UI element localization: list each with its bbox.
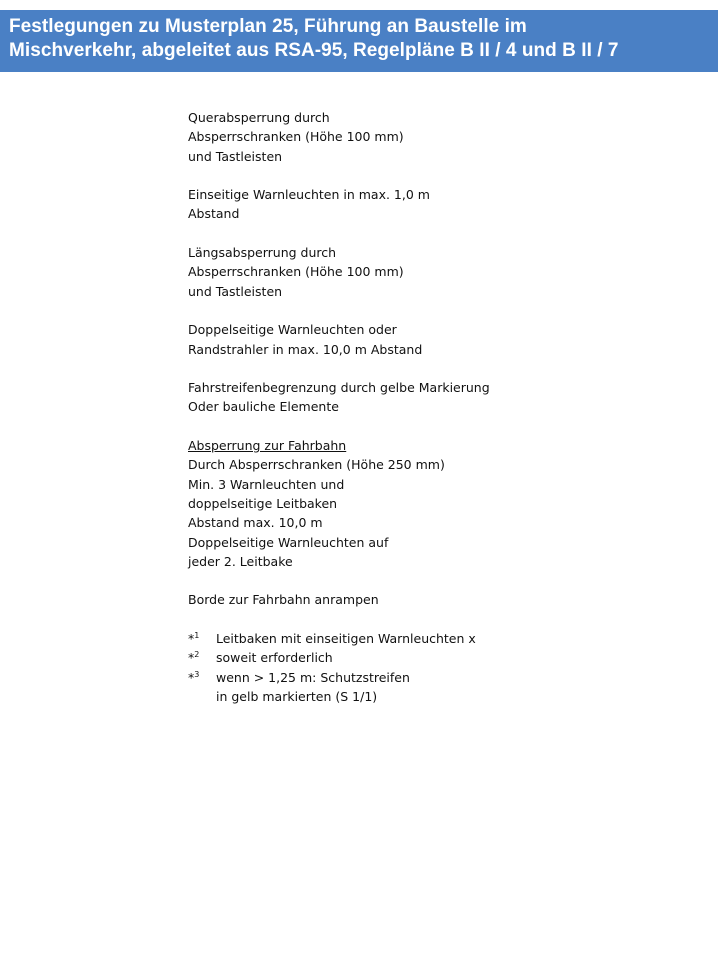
footnote-3 xyxy=(188,668,688,687)
legend-line: Doppelseitige Warnleuchten oder xyxy=(188,322,397,338)
footnote-3-continuation: in gelb markierten (S 1/1) xyxy=(216,688,378,704)
footnote-text: Leitbaken mit einseitigen Warnleuchten x xyxy=(216,631,476,647)
legend-block-double-warning-lights xyxy=(188,320,688,359)
legend-line: Abstand xyxy=(188,206,240,222)
legend-line: Fahrstreifenbegrenzung durch gelbe Markierung xyxy=(188,380,490,396)
legend-line: Durch Absperrschranken (Höhe 250 mm) xyxy=(188,457,445,473)
footnote-marker: *$^1$ xyxy=(188,631,200,647)
legend-block-roadway-barrier xyxy=(188,436,688,571)
legend-text xyxy=(188,108,688,706)
footnote-text: soweit erforderlich xyxy=(216,650,333,666)
legend-block-single-warning-lights xyxy=(188,185,688,224)
legend-line: jeder 2. Leitbake xyxy=(188,553,293,569)
legend-block-lane-marking xyxy=(188,378,688,417)
legend-block-curb-ramp xyxy=(188,590,688,609)
legend-line: Doppelseitige Warnleuchten auf xyxy=(188,534,389,550)
legend-line: Längsabsperrung durch xyxy=(188,245,337,261)
legend-line: und Tastleisten xyxy=(188,148,283,164)
legend-line: Absperrschranken (Höhe 100 mm) xyxy=(188,129,404,145)
legend-line: Oder bauliche Elemente xyxy=(188,399,339,415)
footnote-marker: *$^2$ xyxy=(188,650,200,666)
footnote-2 xyxy=(188,648,688,667)
legend-line: Abstand max. 10,0 m xyxy=(188,515,323,531)
title-banner xyxy=(0,10,718,72)
legend-line: Min. 3 Warnleuchten und xyxy=(188,476,345,492)
legend-block-cross-barrier xyxy=(188,108,688,166)
title-line-2: Mischverkehr, abgeleitet aus RSA-95, Regelpläne B II / 4 und B II / 7 xyxy=(9,40,619,61)
title-line-1: Festlegungen zu Musterplan 25, Führung an Baustelle im xyxy=(9,16,527,37)
footnote-marker: *$^3$ xyxy=(188,669,200,685)
legend-line: Absperrschranken (Höhe 100 mm) xyxy=(188,264,404,280)
legend-line: doppelseitige Leitbaken xyxy=(188,495,338,511)
page-title xyxy=(9,15,708,63)
legend-line: Borde zur Fahrbahn anrampen xyxy=(188,592,379,608)
legend-line: Randstrahler in max. 10,0 m Abstand xyxy=(188,341,423,357)
legend-line: und Tastleisten xyxy=(188,283,283,299)
footnote-1 xyxy=(188,629,688,648)
legend-line: Querabsperrung durch xyxy=(188,110,330,125)
footnotes xyxy=(188,629,688,706)
legend-line: Einseitige Warnleuchten in max. 1,0 m xyxy=(188,187,430,203)
footnote-text: wenn > 1,25 m: Schutzstreifen xyxy=(216,669,410,685)
legend-block-longitudinal-barrier xyxy=(188,243,688,301)
legend-heading-roadway-barrier: Absperrung zur Fahrbahn xyxy=(188,438,347,454)
